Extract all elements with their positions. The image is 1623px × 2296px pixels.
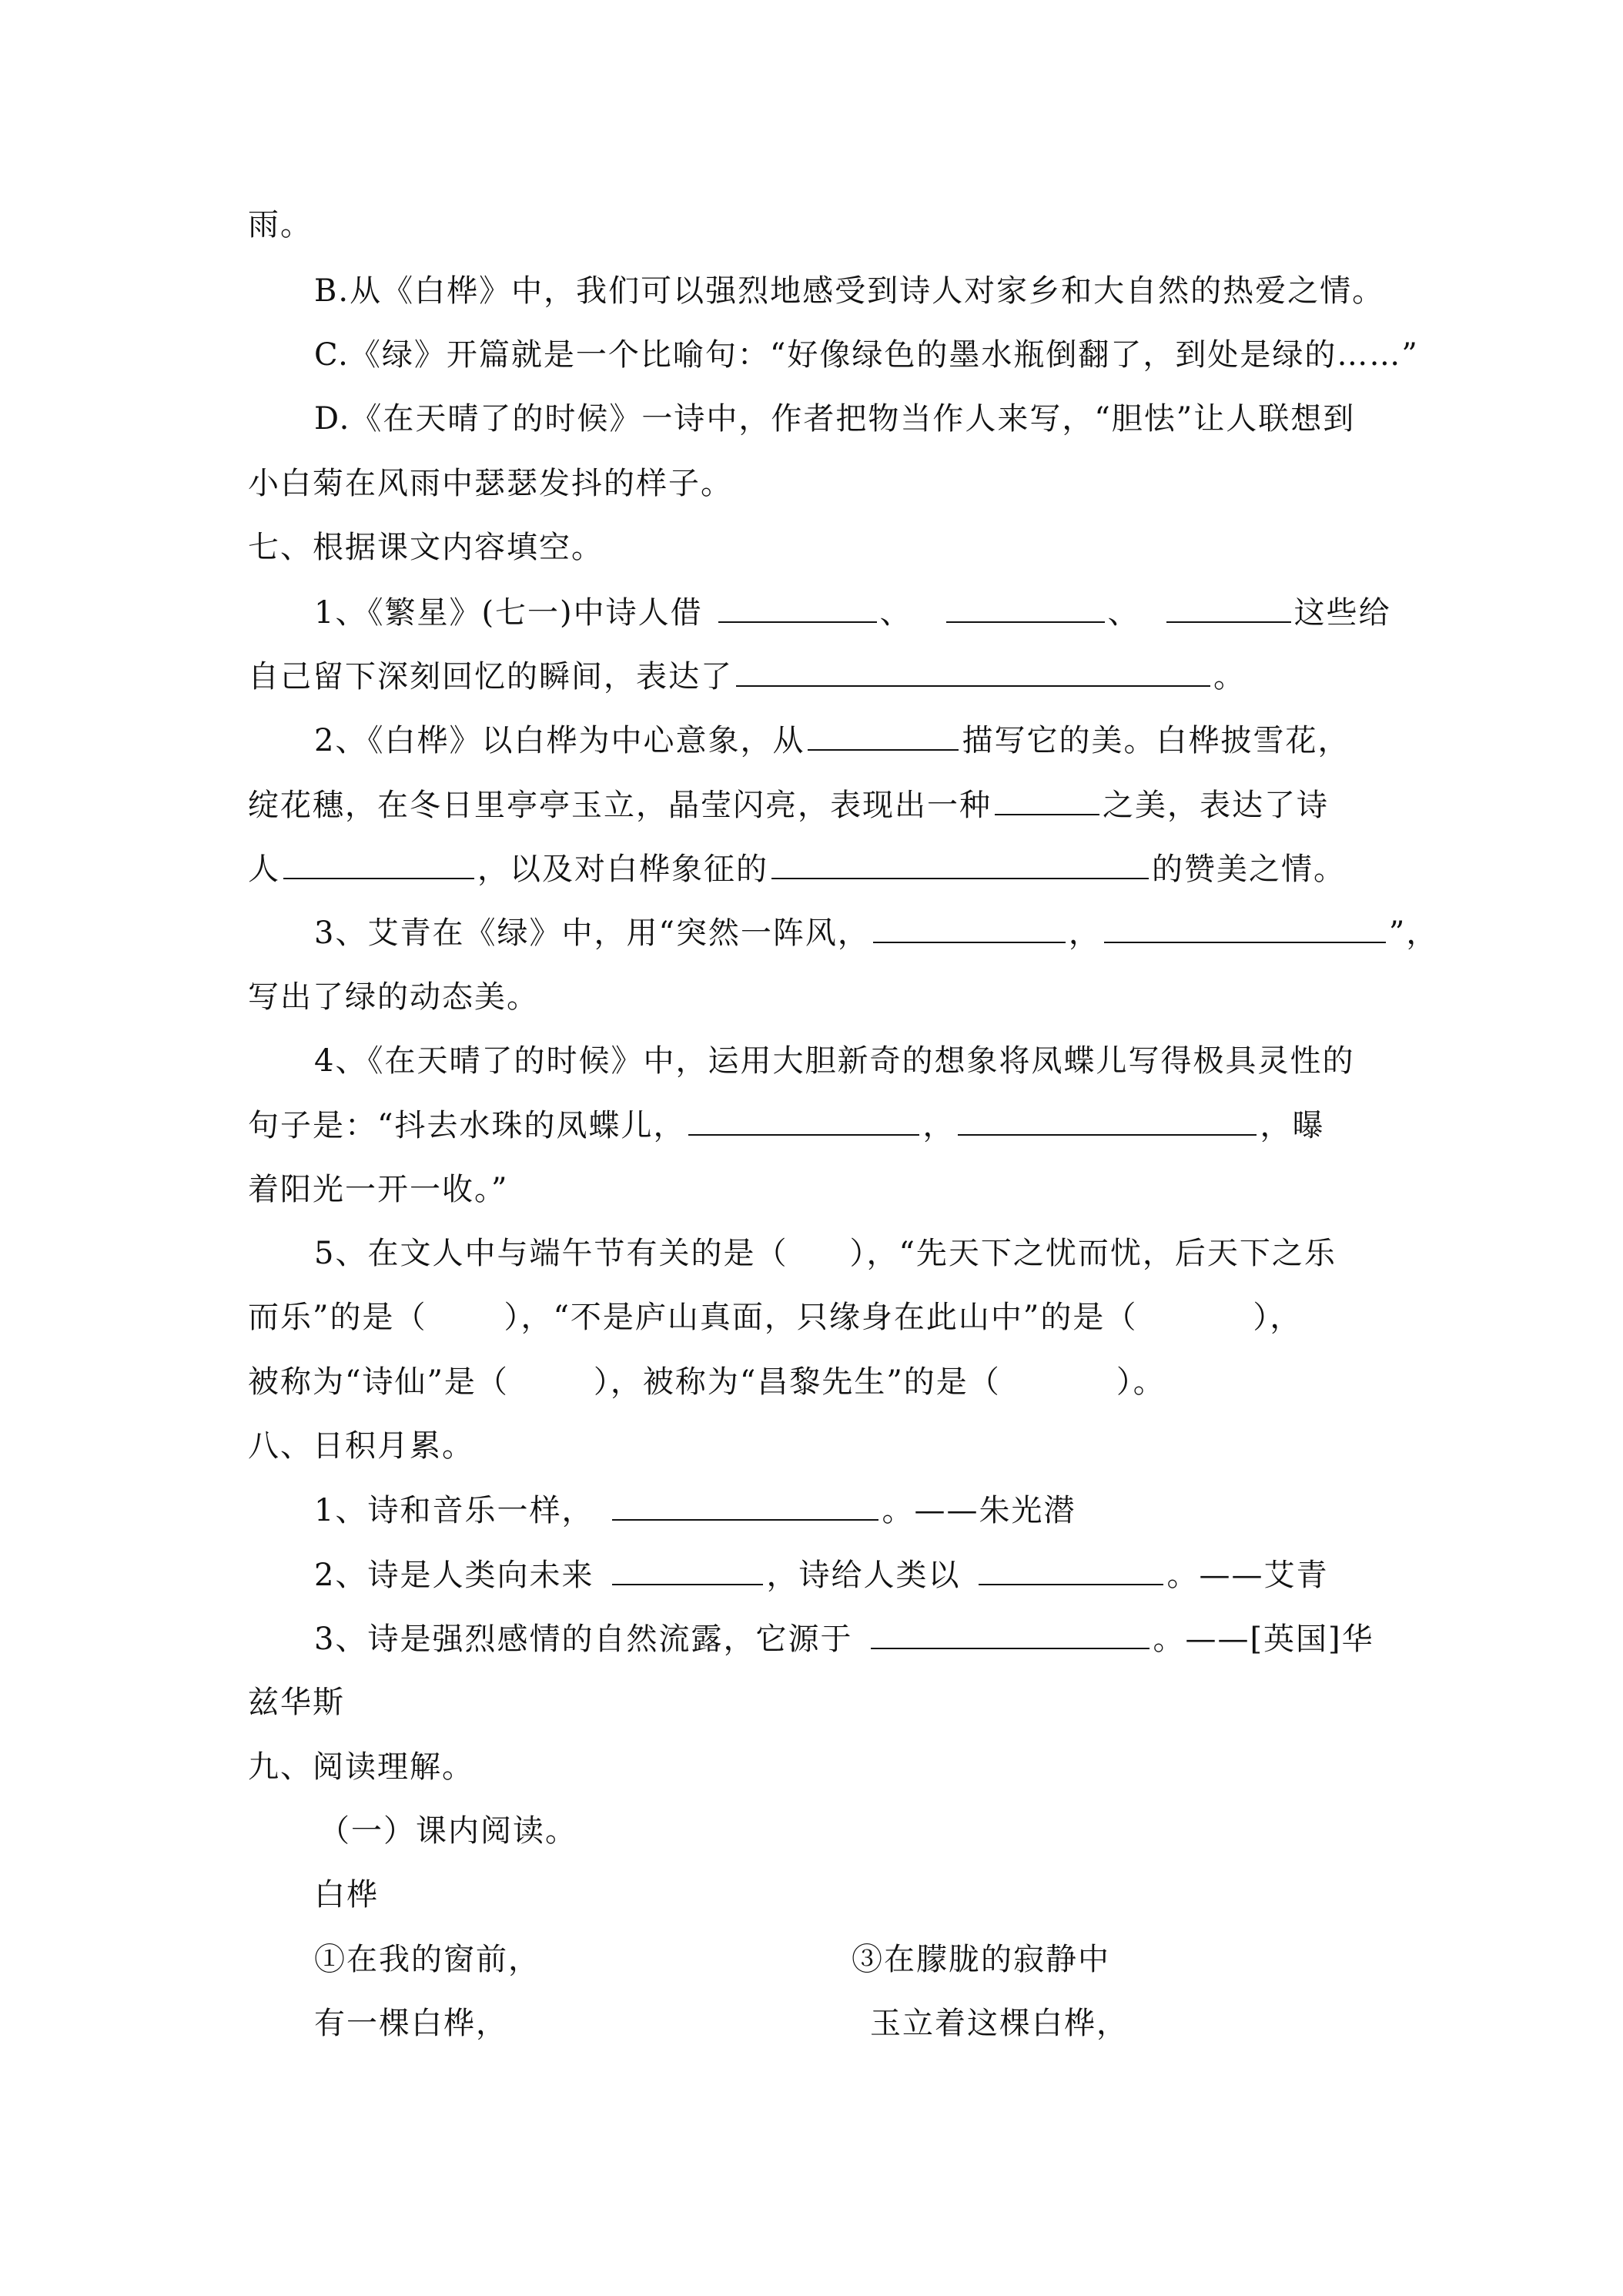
answer-blank[interactable] xyxy=(1166,591,1291,623)
question-5-text: ），被称为“昌黎先生”的是（ xyxy=(593,1364,1001,1400)
accumulation-3-line1 xyxy=(314,1617,1374,1661)
text-line: 雨。 xyxy=(248,207,313,243)
answer-blank[interactable] xyxy=(736,654,1210,687)
answer-blank[interactable] xyxy=(873,911,1066,943)
question-4-line2 xyxy=(248,1103,1324,1147)
answer-blank[interactable] xyxy=(995,783,1099,815)
punct: ， xyxy=(922,1108,955,1143)
accumulation-text: 1、诗和音乐一样， xyxy=(314,1493,594,1528)
option-b: B.从《白桦》中，我们可以强烈地感受到诗人对家乡和大自然的热爱之情。 xyxy=(314,273,1385,309)
accumulation-1 xyxy=(314,1488,1076,1532)
question-5-line1 xyxy=(314,1232,1337,1275)
answer-blank[interactable] xyxy=(1104,911,1386,943)
answer-blank[interactable] xyxy=(612,1488,878,1521)
accumulation-2 xyxy=(314,1553,1328,1597)
question-1-text: 自己留下深刻回忆的瞬间，表达了 xyxy=(248,659,733,694)
question-3-line2: 写出了绿的动态美。 xyxy=(248,979,539,1015)
question-2-text: 绽花穗，在冬日里亭亭玉立，晶莹闪亮，表现出一种 xyxy=(248,788,992,823)
question-2-text: 人 xyxy=(248,852,280,887)
question-2-line3 xyxy=(248,847,1346,891)
accumulation-text: 3、诗是强烈感情的自然流露，它源于 xyxy=(314,1622,853,1657)
section-9-heading: 九、阅读理解。 xyxy=(248,1749,474,1785)
accumulation-text: 。——朱光潜 xyxy=(882,1493,1076,1528)
subsection-heading: （一）课内阅读。 xyxy=(319,1813,577,1849)
question-5-text: ）， xyxy=(1253,1300,1303,1335)
question-5-text: ）。 xyxy=(1116,1364,1166,1400)
answer-blank[interactable] xyxy=(979,1553,1163,1585)
question-4-text: ，曝 xyxy=(1260,1108,1325,1143)
accumulation-text: 。——[英国]华 xyxy=(1153,1622,1374,1657)
option-d-line1: D.《在天晴了的时候》一诗中，作者把物当作人来写，“胆怯”让人联想到 xyxy=(314,401,1356,437)
question-3-line1 xyxy=(314,911,1438,955)
question-1-line2 xyxy=(248,654,1246,698)
question-1-line1 xyxy=(314,591,1391,634)
poem-right-line2: 玉立着这棵白桦， xyxy=(870,2006,1129,2041)
accumulation-text: 。——艾青 xyxy=(1166,1558,1329,1593)
accumulation-text: ，诗给人类以 xyxy=(766,1558,961,1593)
question-5-text: ），“先天下之忧而忧，后天下之乐 xyxy=(849,1236,1337,1271)
answer-blank[interactable] xyxy=(688,1103,919,1136)
answer-blank[interactable] xyxy=(718,591,877,623)
question-5-text: ），“不是庐山真面，只缘身在此山中”的是（ xyxy=(504,1300,1138,1335)
question-4-text: 句子是：“抖去水珠的凤蝶儿， xyxy=(248,1108,686,1143)
question-5-line3 xyxy=(248,1361,1166,1404)
answer-blank[interactable] xyxy=(946,591,1105,623)
option-d-line2: 小白菊在风雨中瑟瑟发抖的样子。 xyxy=(248,466,733,501)
answer-blank[interactable] xyxy=(871,1617,1149,1649)
question-2-line2 xyxy=(248,783,1329,827)
separator: 、 xyxy=(1107,595,1140,631)
section-8-heading: 八、日积月累。 xyxy=(248,1428,474,1464)
option-c: C.《绿》开篇就是一个比喻句：“好像绿色的墨水瓶倒翻了，到处是绿的……” xyxy=(314,337,1419,373)
question-3-text: 3、艾青在《绿》中，用“突然一阵风， xyxy=(314,915,870,951)
answer-blank[interactable] xyxy=(808,718,959,751)
poem-right-line1: ③在朦胧的寂静中 xyxy=(852,1942,1110,1977)
answer-blank[interactable] xyxy=(612,1553,763,1585)
question-2-text: 描写它的美。白桦披雪花， xyxy=(962,723,1350,758)
punct: ， xyxy=(1068,915,1101,951)
question-5-text: 5、在文人中与端午节有关的是（ xyxy=(314,1236,788,1271)
question-4-line3: 着阳光一开一收。” xyxy=(248,1172,509,1207)
poem-left-line1: ①在我的窗前， xyxy=(314,1942,540,1977)
poem-left-line2: 有一棵白桦， xyxy=(314,2006,508,2041)
question-2-text: 的赞美之情。 xyxy=(1152,852,1346,887)
question-2-text: 之美，表达了诗 xyxy=(1103,788,1329,823)
question-2-text: 2、《白桦》以白桦为中心意象，从 xyxy=(314,723,805,758)
section-7-heading: 七、根据课文内容填空。 xyxy=(248,530,604,565)
question-1-text: 1、《繁星》(七一)中诗人借 xyxy=(314,595,703,631)
accumulation-3-line2: 兹华斯 xyxy=(248,1685,345,1720)
punct: 。 xyxy=(1213,659,1246,694)
question-5-line2 xyxy=(248,1296,1302,1339)
question-5-text: 而乐”的是（ xyxy=(248,1300,427,1335)
separator: 、 xyxy=(879,595,912,631)
question-5-text: 被称为“诗仙”是（ xyxy=(248,1364,509,1400)
punct: ”， xyxy=(1388,915,1439,951)
poem-title: 白桦 xyxy=(314,1877,379,1913)
question-2-text: ，以及对白桦象征的 xyxy=(477,852,768,887)
question-1-text-end: 这些给 xyxy=(1293,595,1391,631)
question-2-line1 xyxy=(314,718,1350,762)
question-4-line1: 4、《在天晴了的时候》中，运用大胆新奇的想象将凤蝶儿写得极具灵性的 xyxy=(314,1043,1355,1079)
answer-blank[interactable] xyxy=(771,847,1149,879)
answer-blank[interactable] xyxy=(283,847,474,879)
answer-blank[interactable] xyxy=(958,1103,1257,1136)
accumulation-text: 2、诗是人类向未来 xyxy=(314,1558,594,1593)
